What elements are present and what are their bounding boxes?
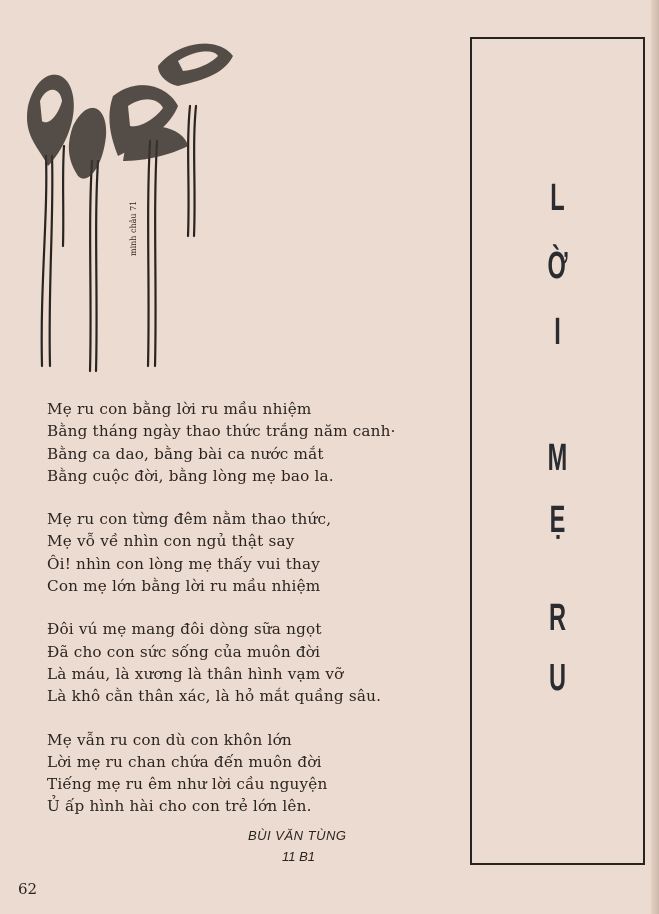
poem-line: Mẹ ru con từng đêm nằm thao thức,	[47, 510, 332, 529]
title-letter: I	[554, 311, 561, 353]
poem-line: Mẹ ru con bằng lời ru mầu nhiệm	[47, 400, 312, 418]
poem-line: Ủ ấp hình hài cho con trẻ lớn lên.	[47, 797, 312, 816]
author-name: BÙI VĂN TÙNG	[248, 828, 347, 843]
stanza-1	[47, 398, 396, 487]
poem-line: Là khô cằn thân xác, là hỏ mắt quầng sâu.	[47, 687, 382, 706]
title-box	[470, 37, 645, 865]
poem	[47, 398, 396, 818]
poem-line: Là máu, là xương là thân hình vạm vỡ	[47, 664, 344, 683]
title-letter: M	[547, 437, 568, 479]
author-class: 11 B1	[282, 849, 316, 864]
stanza-4	[47, 729, 396, 818]
poem-line: Bằng tháng ngày thao thức trắng năm canh·	[47, 422, 396, 441]
poem-line: Đã cho con sức sống của muôn đời	[47, 642, 321, 661]
poem-line: Tiếng mẹ ru êm như lời cầu nguyện	[47, 775, 328, 794]
title-letter: R	[548, 597, 567, 639]
title-letter: U	[548, 657, 567, 699]
stanza-3	[47, 618, 396, 707]
page-number: 62	[18, 880, 38, 898]
page-edge	[651, 0, 659, 914]
poem-line: Bằng cuộc đời, bằng lòng mẹ bao la.	[47, 466, 334, 485]
poem-line: Ôi! nhìn con lòng mẹ thấy vui thay	[47, 554, 321, 573]
poem-line: Mẹ vỗ về nhìn con ngủ thật say	[47, 532, 295, 551]
stanza-2	[47, 508, 396, 597]
flower-sketch-icon	[18, 36, 248, 376]
poem-line: Bằng ca dao, bằng bài ca nước mắt	[47, 444, 324, 463]
title-letter: Ờ	[547, 245, 568, 287]
poem-line: Đôi vú mẹ mang đôi dòng sữa ngọt	[47, 620, 322, 639]
poem-line: Con mẹ lớn bằng lời ru mầu nhiệm	[47, 577, 321, 596]
illustration-signature: minh châu 71	[129, 200, 138, 256]
poem-line: Lời mẹ ru chan chứa đến muôn đời	[47, 752, 322, 771]
poem-line: Mẹ vẫn ru con dù con khôn lớn	[47, 730, 292, 749]
title-letter: Ẹ	[549, 499, 566, 541]
title-letter: L	[550, 177, 565, 219]
